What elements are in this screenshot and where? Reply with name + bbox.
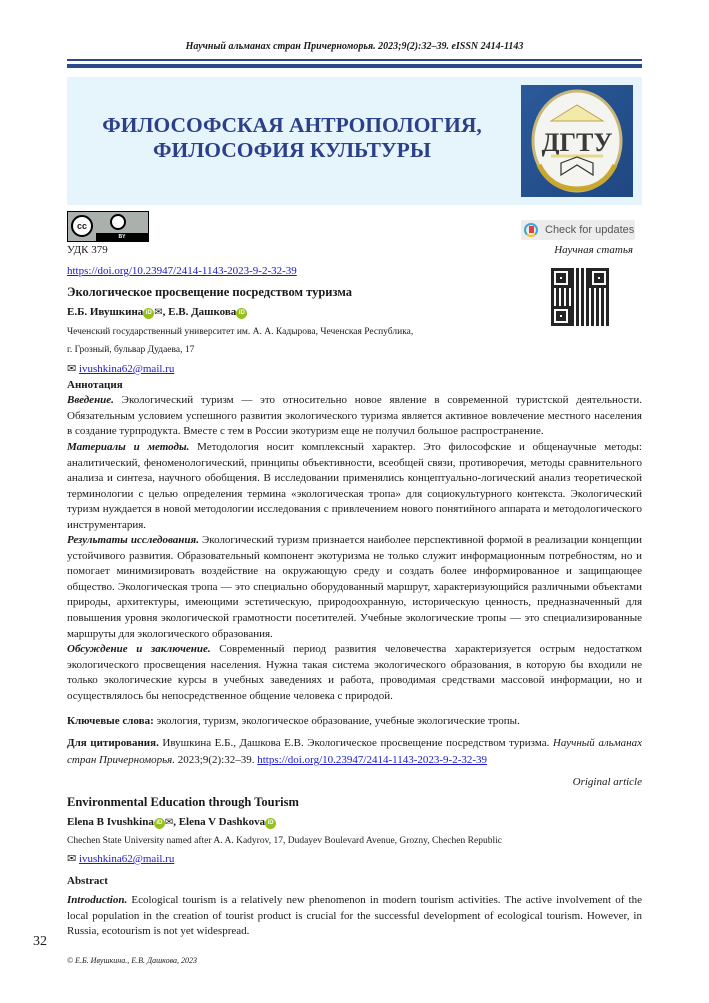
results-label: Результаты исследования. bbox=[67, 534, 199, 546]
section-title-line1: ФИЛОСОФСКАЯ АНТРОПОЛОГИЯ, bbox=[102, 113, 482, 137]
intro-text: Экологический туризм — это относительно новое явление в современной туристской деятельности. Обязательным условием успешного развития экологического туризма является активное вовлечение местного населения в создание турпродукта. Вместе с тем в России экотуризм еще не получил большое распространение. bbox=[67, 394, 642, 438]
section-title-line2: ФИЛОСОФИЯ КУЛЬТУРЫ bbox=[153, 138, 431, 162]
doi-link[interactable]: https://doi.org/10.23947/2414-1143-2023-9-2-32-39 bbox=[67, 265, 297, 277]
keywords-ru bbox=[67, 714, 642, 730]
section-title bbox=[67, 113, 517, 163]
author1-name-en: Elena B Ivushkina bbox=[67, 816, 154, 828]
qr-code[interactable] bbox=[551, 268, 609, 326]
intro-text-en: Ecological tourism is a relatively new phenomenon in modern tourism activities. The active involvement of the local population in the creation of tourist product is crucial for the successful development of ecological tourism. However, in Russia, ecotourism is not yet widespread. bbox=[67, 894, 642, 938]
orcid-icon[interactable]: iD bbox=[236, 308, 247, 319]
orcid-icon[interactable]: iD bbox=[154, 818, 165, 829]
author2-name-en: , Elena V Dashkova bbox=[173, 816, 266, 828]
email-icon: ✉ bbox=[67, 853, 77, 865]
abstract-heading-en: Abstract bbox=[67, 875, 108, 887]
abstract-results-ru bbox=[67, 533, 642, 642]
article-type-en: Original article bbox=[572, 776, 642, 788]
article-title-ru: Экологическое просвещение посредством туризма bbox=[67, 285, 352, 299]
copyright: © Е.Б. Ивушкина., Е.В. Дашкова, 2023 bbox=[67, 956, 197, 965]
email-en bbox=[67, 852, 174, 867]
author2-name: , Е.В. Дашкова bbox=[162, 306, 237, 318]
orcid-icon[interactable]: iD bbox=[143, 308, 154, 319]
email-icon: ✉ bbox=[154, 307, 163, 318]
article-title-en: Environmental Education through Tourism bbox=[67, 795, 299, 809]
by-label: BY bbox=[96, 233, 148, 241]
article-type-ru: Научная статья bbox=[554, 244, 633, 256]
section-banner bbox=[67, 77, 642, 205]
check-for-updates-label: Check for updates bbox=[545, 224, 635, 236]
abstract-intro-en bbox=[67, 893, 642, 940]
header-rule-thin bbox=[67, 59, 642, 61]
intro-label-en: Introduction. bbox=[67, 894, 128, 906]
discussion-label: Обсуждение и заключение. bbox=[67, 643, 211, 655]
crossmark-icon bbox=[524, 223, 538, 237]
cc-icon: cc bbox=[71, 215, 93, 237]
email-link-ru[interactable]: ivushkina62@mail.ru bbox=[78, 363, 175, 375]
journal-header: Научный альманах стран Причерноморья. 2023;9(2):32–39. eISSN 2414-1143 bbox=[185, 41, 524, 52]
cite-journal: Научный альманах стран Причерноморья. bbox=[67, 737, 642, 766]
methods-label: Материалы и методы. bbox=[67, 441, 190, 453]
email-link-en[interactable]: ivushkina62@mail.ru bbox=[78, 853, 175, 865]
header-rule-thick bbox=[67, 64, 642, 68]
cite-label: Для цитирования. bbox=[67, 737, 159, 749]
affiliation-en: Chechen State University named after A. A. Kadyrov, 17, Dudayev Boulevard Avenue, Grozny, Chechen Republic bbox=[67, 836, 502, 846]
email-ru bbox=[67, 362, 174, 377]
attribution-person-icon bbox=[110, 214, 126, 230]
orcid-icon[interactable]: iD bbox=[265, 818, 276, 829]
cite-text: Ивушкина Е.Б., Дашкова Е.В. Экологическое просвещение посредством туризма. bbox=[158, 737, 553, 749]
university-logo bbox=[521, 85, 633, 197]
results-text: Экологический туризм признается наиболее перспективной формой в реализации концепции устойчивого развития. Образовательный компонент экотуризма не только служит информационным потребностям, но и помогает минимизировать воздействие на окружающую среду и создать более информированное и защищающее общество. Экологическая тропа — это специально оборудованный маршрут, характеризующийся различными объектами природы, архитектуры, имеющими эстетическую, природоохранную, историческую ценность, предназначенный для повышения уровня экологической грамотности посетителей. Учебные экологические тропы — это специализированные маршруты для экологического образования. bbox=[67, 534, 642, 640]
authors-ru bbox=[67, 305, 247, 320]
authors-en bbox=[67, 815, 276, 830]
keywords-label: Ключевые слова: bbox=[67, 715, 154, 727]
email-icon: ✉ bbox=[67, 363, 77, 375]
keywords-text: экология, туризм, экологическое образование, учебные экологические тропы. bbox=[153, 715, 520, 727]
affiliation-ru-line1: Чеченский государственный университет им. А. А. Кадырова, Чеченская Республика, bbox=[67, 327, 414, 337]
dgtu-emblem-icon bbox=[521, 85, 633, 197]
cite-doi-link[interactable]: https://doi.org/10.23947/2414-1143-2023-9-2-32-39 bbox=[257, 754, 488, 766]
intro-label: Введение. bbox=[67, 394, 114, 406]
methods-text: Методология носит комплексный характер. Это философские и общенаучные методы: аналитический, феноменологический, принципы объективности, всеобщей связи, противоречия, методы сравнительного анализа и синтеза, научного обобщения. В исследовании применялись концептуально-логический анализ теоретической терминологии с целью определения термина «экологическая тропа» для социокультурного контекста. Экологический туризм нуждается в новой методологии исследования с привлечением нового понятийного аппарата и методологического инструментария. bbox=[67, 441, 642, 531]
udc: УДК 379 bbox=[67, 244, 108, 256]
author1-name: Е.Б. Ивушкина bbox=[67, 306, 144, 318]
cc-by-license-badge[interactable] bbox=[67, 211, 149, 242]
abstract-intro-ru bbox=[67, 393, 642, 440]
abstract-heading-ru: Аннотация bbox=[67, 379, 123, 391]
affiliation-ru-line2: г. Грозный, бульвар Дудаева, 17 bbox=[67, 345, 195, 355]
check-for-updates-button[interactable] bbox=[521, 220, 635, 240]
citation-ru bbox=[67, 735, 642, 769]
cite-tail: 2023;9(2):32–39. bbox=[175, 754, 258, 766]
svg-text:ДГТУ: ДГТУ bbox=[541, 128, 613, 157]
abstract-methods-ru bbox=[67, 440, 642, 534]
discussion-text: Современный период развития человечества характеризуется острым недостатком экологического просвещения населения. Нужна такая система экологического образования, в которую бы входили не только экологические курсы в учебных заведениях и работа, проводимая средствами массовой информации, но и осуществлялось бы непосредственное общение человека с природой. bbox=[67, 643, 642, 702]
abstract-discussion-ru bbox=[67, 642, 642, 704]
page-number: 32 bbox=[33, 934, 47, 949]
email-icon: ✉ bbox=[164, 817, 174, 828]
